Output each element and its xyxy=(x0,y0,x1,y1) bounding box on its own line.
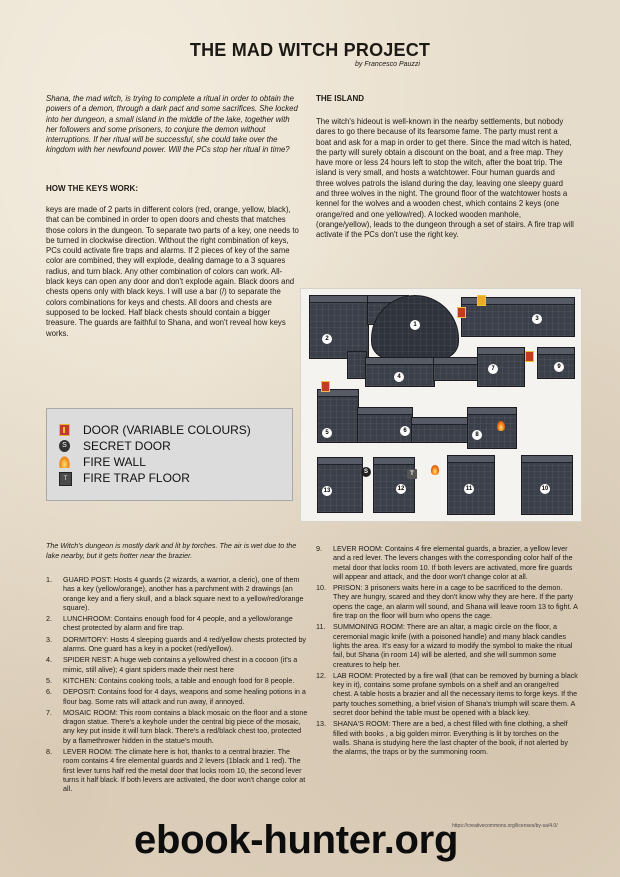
map-room-number: 1 xyxy=(410,320,420,330)
list-item xyxy=(46,687,308,706)
room-list-left xyxy=(46,575,308,796)
door-icon xyxy=(457,307,466,318)
door-icon xyxy=(525,351,534,362)
map-legend xyxy=(46,408,293,501)
map-room-9 xyxy=(537,347,575,379)
secret-door-icon: S xyxy=(59,440,70,452)
map-room-number: 13 xyxy=(323,488,331,494)
license-link[interactable]: https://creativecommons.org/licenses/by-sa/4.0/ xyxy=(452,823,558,829)
list-item-number: 10. xyxy=(316,583,326,593)
legend-secret-label: SECRET DOOR xyxy=(83,439,171,453)
map-room-number: 8 xyxy=(472,430,482,440)
map-room-6 xyxy=(357,407,413,443)
list-item-text: SHANA'S ROOM: There are a bed, a chest filled with fine clothing, a shelf filled with books , a big golden mirror. Everything is lit by torches on the walls. Shana is studying here the last chapter of the book, if not alerted by the alarms, the traps or by the summoning room. xyxy=(333,719,568,757)
map-room-number: 12 xyxy=(397,486,405,492)
list-item xyxy=(46,635,308,654)
map-room-number: 10 xyxy=(541,486,549,492)
list-item xyxy=(46,575,308,612)
list-item-text: LAB ROOM: Protected by a fire wall (that can be removed by burning a black key in it), contains some profane symbols on a shelf and an orange/red chest. A table hosts a brazier and all the necessary items to forge keys. If the party touches something, a brief vision of Shana's triumph will scare them. A secret door behind the table must be opened with a black key. xyxy=(333,670,578,718)
list-item-text: DEPOSIT: Contains food for 4 days, weapons and some healing potions in a flour bag. Some rats will attack and run away, if annoyed. xyxy=(63,687,306,706)
list-item xyxy=(46,655,308,674)
map-room-13 xyxy=(317,457,363,513)
legend-trap-label: FIRE TRAP FLOOR xyxy=(83,471,190,485)
list-item-text: LEVER ROOM: The climate here is hot, thanks to a central brazier. The room contains 4 fire elemental guards and 2 levers (1black and 1 red). The first lever turns half red the metal door that locks room 10, the second lever turns it half black. If both levers are activated, the door won't change color at all. xyxy=(63,747,306,794)
list-item-number: 13. xyxy=(316,719,326,729)
brazier-fire-icon xyxy=(497,421,505,431)
secret-door-icon: S xyxy=(361,467,371,477)
list-item xyxy=(46,614,308,633)
list-item-number: 4. xyxy=(46,655,52,665)
door-icon xyxy=(321,381,330,392)
list-item-number: 7. xyxy=(46,707,52,717)
door-icon xyxy=(477,295,486,306)
intro-paragraph: Shana, the mad witch, is trying to complete a ritual in order to obtain the powers of a demon, through a dark pact and some sacrifices. She locked into her dungeon, a small island in the middle of the lake, together with her followers and some prisoners, to conjure the demon without interruptions. If her ritual will be successful, she could take over the kingdom with her newfound power. Will the PCs stop her ritual in time? xyxy=(46,94,298,155)
map-room-5 xyxy=(317,389,359,443)
map-corridor-mid xyxy=(433,357,479,381)
map-room-number: 7 xyxy=(488,364,498,374)
list-item-number: 2. xyxy=(46,614,52,624)
map-corridor xyxy=(347,351,367,379)
list-item-number: 11. xyxy=(316,622,326,632)
list-item-number: 6. xyxy=(46,687,52,697)
map-room-number: 3 xyxy=(532,314,542,324)
fire-trap-floor-icon: T xyxy=(407,469,417,479)
map-room-number: 2 xyxy=(322,334,332,344)
list-item-text: SPIDER NEST: A huge web contains a yellow/red chest in a cocoon (it's a mimic, still alive); 4 giant spiders made their nest here xyxy=(63,655,298,674)
list-item xyxy=(316,583,578,620)
island-heading: THE ISLAND xyxy=(316,94,364,103)
map-room-number: 5 xyxy=(322,428,332,438)
dungeon-map xyxy=(300,288,582,522)
map-room-number: 6 xyxy=(400,426,410,436)
list-item-text: KITCHEN: Contains cooking tools, a table and enough food for 8 people. xyxy=(63,675,295,685)
fire-wall-icon xyxy=(59,456,70,468)
list-item-number: 1. xyxy=(46,575,52,584)
list-item xyxy=(316,622,578,668)
list-item-text: LUNCHROOM: Contains enough food for 4 people, and a yellow/orange chest protected by alarm and fire trap. xyxy=(63,614,293,633)
map-corridor-south xyxy=(411,417,469,443)
dungeon-caption: The Witch's dungeon is mostly dark and lit by torches. The air is wet due to the lake nearby, but it gets hotter near the brazier. xyxy=(46,541,297,560)
list-item xyxy=(316,719,578,756)
map-room-8 xyxy=(467,407,517,449)
list-item-text: DORMITORY: Hosts 4 sleeping guards and 4 red/yellow chests protected by alarms. One guard has a key in a pocket (red/yellow). xyxy=(63,634,307,654)
map-room-12 xyxy=(373,457,415,513)
fire-wall-icon xyxy=(431,465,439,475)
keys-heading: HOW THE KEYS WORK: xyxy=(46,184,138,193)
list-item-text: GUARD POST: Hosts 4 guards (2 wizards, a warrior, a cleric), one of them has a key (yellow/orange), another has a parchment with 2 drawings (an orange key and a fiery skull, and a black square next to a yellow/red/orange square). xyxy=(63,575,304,612)
author-byline: by Francesco Pauzzi xyxy=(355,61,420,68)
page-title: THE MAD WITCH PROJECT xyxy=(189,40,431,60)
map-room-number: 11 xyxy=(465,486,473,492)
map-room-number: 4 xyxy=(394,372,404,382)
list-item-text: SUMMONING ROOM: There are an altar, a magic circle on the floor, a ceremonial magic knife (with a poisoned handle) and many black candles lights the area. It's easy for a wizard to modify the symbol to make the ritual fail, but Shana (in room 14) will be alerted, and she will summon some creatures to help her. xyxy=(333,622,573,669)
list-item-text: LEVER ROOM: Contains 4 fire elemental guards, a brazier, a yellow lever and a red lever. The levers changes with the corresponding color half of the metal door that locks room 10. If both levers are activated, more fire guards will appear and attack, and the door won't change color at all. xyxy=(333,544,573,581)
list-item-number: 9. xyxy=(316,544,322,553)
map-room-7 xyxy=(477,347,525,387)
legend-door-label: DOOR (VARIABLE COLOURS) xyxy=(83,423,251,437)
island-paragraph: The witch's hideout is well-known in the nearby settlements, but nobody dares to go there because of its fearsome fame. The party must rent a boat and ask for a map in order to get there. Since the mad witch is hated, the party will surely obtain a discount on the boat, and a free map. They have more or less 24 hours left to stop the witch, after the boat trip. The island is very small, and hosts a watchtower. Four human guards and three wolves patrols the island during the day, leaving one sleepy guard and three wolves in the night. The ground floor of the watchtower hosts a kennel for the wolves and a wooden chest, which contains 2 keys (one orange/red and one yellow/red). A locked wooden manhole, (orange/yellow), leads to the dungeon through a set of stairs. A fire trap will activate if the PCs don't use the right key. xyxy=(316,117,574,240)
list-item-number: 3. xyxy=(46,634,52,644)
list-item xyxy=(46,747,308,793)
list-item xyxy=(316,671,578,717)
watermark-text: ebook-hunter.org xyxy=(134,818,459,862)
map-room-11 xyxy=(447,455,495,515)
list-item-text: PRISON: 3 prisoners waits here in a cage to be sacrificed to the demon. They are hungry, scared and they don't know why they are here. If the party opens the cage, an alarm will sound, and Shana will leave room 13 to fight. A fire trap on the floor will burn who opens the cage. xyxy=(333,583,578,621)
door-icon xyxy=(59,424,70,436)
map-room-10 xyxy=(521,455,573,515)
legend-fire-label: FIRE WALL xyxy=(83,455,146,469)
list-item xyxy=(46,708,308,745)
keys-paragraph: keys are made of 2 parts in different colors (red, orange, yellow, black), that can be combined in order to open doors and chests that matches those colors in the dungeon. To separate two parts of a key, one needs to be turned in clockwise direction. Without the right combination of keys, PCs could activate fire traps and alarms. If 2 pieces of key of the same color are combined, they will explode, dealing damage to a 3 squares radius, and turn black. Any other combination of colors can work. All-black keys can open any door and don't explode again. Black doors and chests opens only with black keys. I will use a bar (/) to separate the colors combinations for keys and chests. All doors and chests are supposed to be locked. Half black chests should contain a bigger treasure. The guards are faithful to Shana, and won't reveal how keys works. xyxy=(46,205,299,338)
room-list-right xyxy=(316,544,578,759)
list-item-text: MOSAIC ROOM: This room contains a black mosaic on the floor and a stone dragon statue. There's a keyhole under the central big piece of the mosaic, any key put inside it will turn black. There's a red/black chest too, protected by a flamethrower hidden in the statue's mouth. xyxy=(63,707,308,745)
list-item-number: 12. xyxy=(316,670,326,680)
list-item xyxy=(46,676,308,685)
list-item-number: 8. xyxy=(46,747,52,757)
map-room-number: 9 xyxy=(554,362,564,372)
fire-trap-icon: T xyxy=(59,472,72,486)
map-room-2 xyxy=(309,295,369,359)
list-item-number: 5. xyxy=(46,675,52,685)
list-item xyxy=(316,544,578,581)
map-room-4 xyxy=(365,357,435,387)
